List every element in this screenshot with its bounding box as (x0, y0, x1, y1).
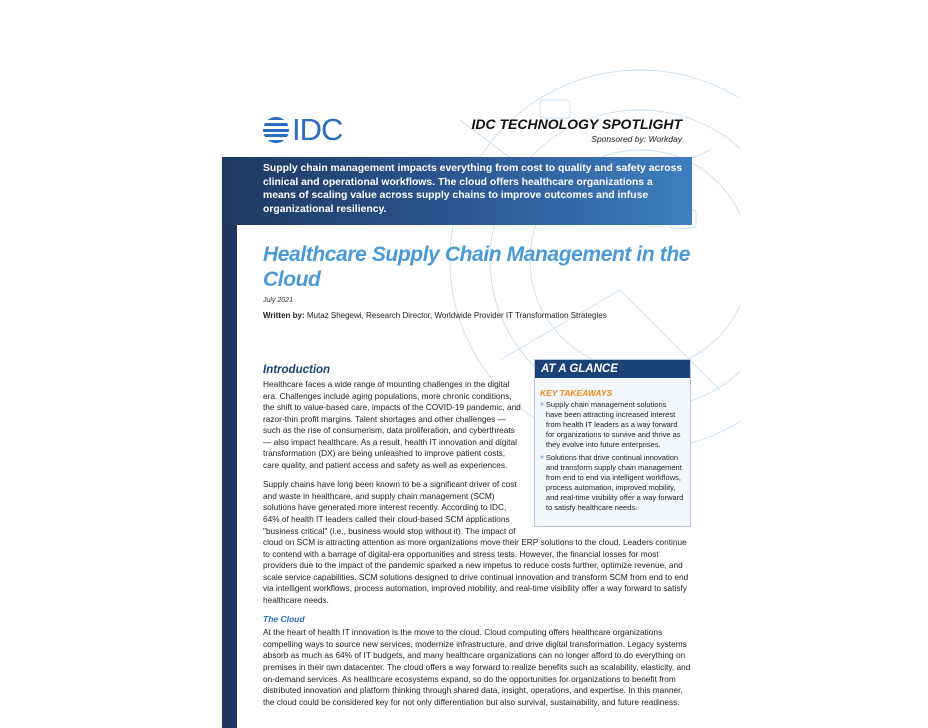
cloud-heading: The Cloud (263, 614, 305, 625)
bullet-icon: » (540, 401, 544, 408)
takeaway-text: Supply chain management solutions have been attracting increased interest from health IT leaders as a way forward for organizations to survive and thrive as they evolve into future enterprises. (545, 400, 681, 449)
banner-text: Supply chain management impacts everything from cost to quality and safety across clinical and operational workflows. The cloud offers healthcare organizations a means of scaling value across supply chains to improve outcomes and infuse organizational resiliency. (263, 163, 683, 215)
takeaway-item (540, 453, 684, 513)
introduction-heading: Introduction (263, 364, 331, 376)
byline-author: Mutaz Shegewi, Research Director, Worldwide Provider IT Transformation Strategies (304, 311, 607, 320)
takeaway-item (540, 400, 684, 450)
glance-heading: AT A GLANCE (535, 360, 690, 378)
publication-date: July 2021 (263, 297, 293, 304)
spotlight-title: IDC TECHNOLOGY SPOTLIGHT (471, 116, 682, 132)
byline-label: Written by: (263, 311, 305, 320)
intro-paragraph: Supply chains have long been known to be a significant driver of cost and waste in healthcare, and supply chain management (SCM) solutions have generated more interest recently. According to IDC, 64% of health IT leaders called their cloud-based SCM applications "business critical" (i.e., business would stop without it). The impact of cloud on SCM is attracting attention as more organizations move their ERP solutions to the cloud. Leaders continue to contend with a barrage of digital-era opportunities and stress tests. However, the financial losses for most providers due to the impact of the pandemic sparked a new impetus to reduce costs further, optimize revenue, and scale service capabilities. SCM solutions designed to drive continual innovation and transform SCM from end to end via intelligent workflows, process automation, improved mobility, and real-time visibility offer a way forward to satisfy healthcare needs. (263, 479, 689, 605)
document-body (263, 363, 691, 716)
globe-icon (263, 117, 289, 143)
at-a-glance-box (534, 359, 691, 527)
byline (263, 311, 607, 320)
key-takeaways-heading: KEY TAKEAWAYS (540, 388, 613, 398)
logo-text: IDC (292, 112, 343, 147)
summary-banner (222, 157, 692, 225)
left-accent-strip (222, 157, 237, 728)
cloud-paragraph: At the heart of health IT innovation is the move to the cloud. Cloud computing offers healthcare organizations compelling ways to source new services, modernize infrastructure, and drive digital transformation. Legacy systems absorb as much as 64% of IT budgets, and many healthcare organizations can no longer afford to do everything on premises in their own datacenter. The cloud offers a way forward to realize benefits such as scalability, elasticity, and on-demand services. As healthcare ecosystems expand, so do the opportunities for organizations to benefit from distributed innovation and platform thinking through shared data, insight, operations, and expertise. In this manner, the cloud could be considered key for not only differentiation but also survival, sustainability, and future readiness. (263, 627, 691, 707)
spotlight-header (471, 116, 682, 144)
takeaway-text: Solutions that drive continual innovation and transform supply chain management from end to end via intelligent workflows, process automation, improved mobility, and real-time visibility offer a way forward to satisfy healthcare needs. (545, 453, 684, 512)
bullet-icon: » (540, 454, 544, 461)
document-title: Healthcare Supply Chain Management in the Cloud (263, 243, 691, 291)
sponsor-text: Sponsored by: Workday (591, 134, 682, 144)
intro-paragraph: Healthcare faces a wide range of mounting challenges in the digital era. Challenges include aging populations, more chronic conditions, the shift to value-based care, impacts of the COVID-19 pandemic, and razor-thin profit margins. Talent shortages and other challenges — such as the rise of consumerism, data proliferation, and cyberthreats — also impact healthcare. As a result, health IT innovation and digital transformation (DX) are being unleashed to improve patient costs, care quality, and patient access and safety as well as experiences. (263, 379, 521, 470)
idc-logo (263, 112, 343, 147)
